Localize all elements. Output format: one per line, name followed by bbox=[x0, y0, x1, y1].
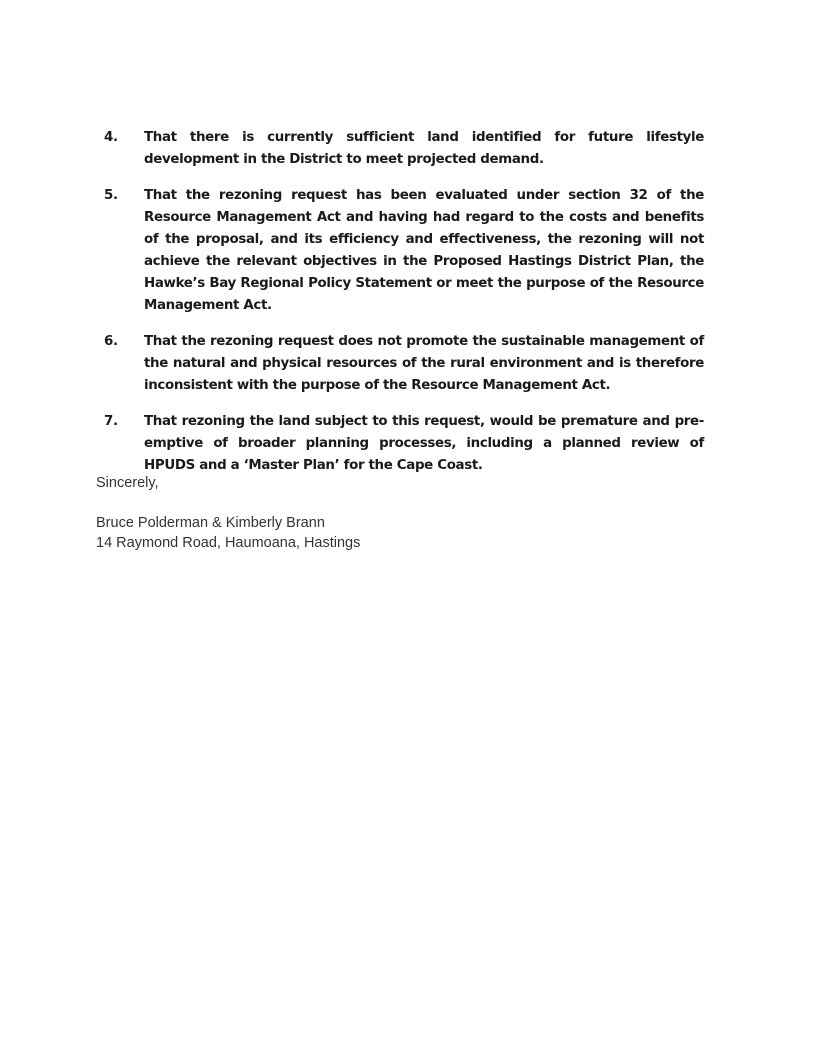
list-item bbox=[104, 331, 704, 397]
item-number: 6. bbox=[104, 334, 118, 349]
signatory-address: 14 Raymond Road, Haumoana, Hastings bbox=[96, 535, 361, 551]
item-number: 4. bbox=[104, 130, 118, 145]
item-text: That there is currently sufficient land identified for future lifestyle development in the District to meet projected demand. bbox=[144, 130, 704, 167]
list-item bbox=[104, 127, 704, 171]
numbered-list bbox=[104, 127, 704, 491]
signatory-names: Bruce Polderman & Kimberly Brann bbox=[96, 515, 325, 531]
item-text: That the rezoning request does not promote the sustainable management of the natural and physical resources of the rural environment and is therefore inconsistent with the purpose of the Resource Management Act. bbox=[144, 334, 704, 393]
item-text: That the rezoning request has been evaluated under section 32 of the Resource Management Act and having had regard to the costs and benefits of the proposal, and its efficiency and effectiveness, the rezoning will not achieve the relevant objectives in the Proposed Hastings District Plan, the Hawke’s Bay Regional Policy Statement or meet the purpose of the Resource Management Act. bbox=[144, 188, 704, 313]
list-item bbox=[104, 411, 704, 477]
closing-salutation: Sincerely, bbox=[96, 475, 159, 491]
item-number: 5. bbox=[104, 188, 118, 203]
item-number: 7. bbox=[104, 414, 118, 429]
list-item bbox=[104, 185, 704, 317]
item-text: That rezoning the land subject to this request, would be premature and pre-emptive of broader planning processes, including a planned review of HPUDS and a ‘Master Plan’ for the Cape Coast. bbox=[144, 414, 704, 473]
